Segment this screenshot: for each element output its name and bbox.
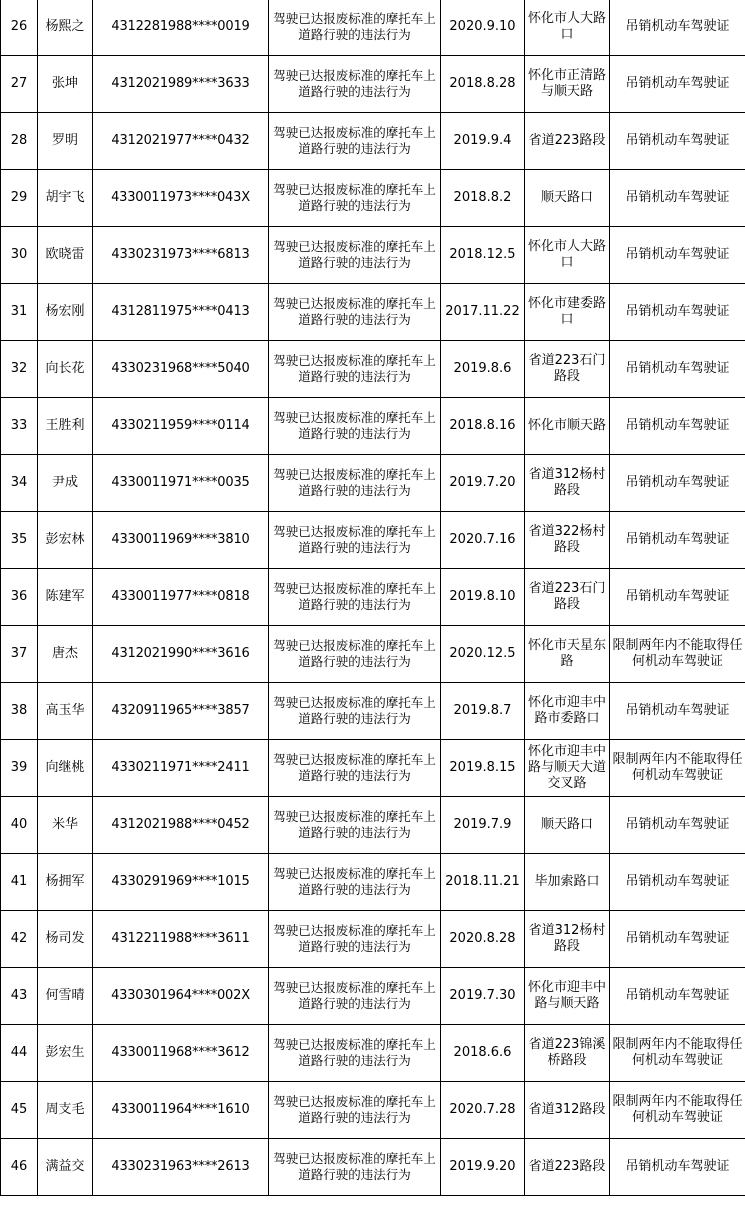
id-number: 4312281988****0019 (93, 0, 269, 56)
violation-date: 2019.9.20 (441, 1139, 525, 1196)
violation-description: 驾驶已达报废标准的摩托车上道路行驶的违法行为 (269, 626, 441, 683)
violation-description: 驾驶已达报废标准的摩托车上道路行驶的违法行为 (269, 0, 441, 56)
id-number: 4330011964****1610 (93, 1082, 269, 1139)
row-number: 42 (1, 911, 38, 968)
row-number: 45 (1, 1082, 38, 1139)
penalty: 吊销机动车驾驶证 (610, 170, 745, 227)
id-number: 4330211971****2411 (93, 740, 269, 797)
table-row (1, 113, 745, 170)
violation-description: 驾驶已达报废标准的摩托车上道路行驶的违法行为 (269, 740, 441, 797)
table-row (1, 911, 745, 968)
table-row (1, 1139, 745, 1196)
violation-location: 怀化市迎丰中路与顺天路 (525, 968, 610, 1025)
id-number: 4330011968****3612 (93, 1025, 269, 1082)
id-number: 4330011969****3810 (93, 512, 269, 569)
penalty: 吊销机动车驾驶证 (610, 284, 745, 341)
id-number: 4330011973****043X (93, 170, 269, 227)
row-number: 38 (1, 683, 38, 740)
person-name: 唐杰 (38, 626, 93, 683)
violation-description: 驾驶已达报废标准的摩托车上道路行驶的违法行为 (269, 284, 441, 341)
penalty: 吊销机动车驾驶证 (610, 911, 745, 968)
violation-description: 驾驶已达报废标准的摩托车上道路行驶的违法行为 (269, 455, 441, 512)
penalty: 吊销机动车驾驶证 (610, 113, 745, 170)
person-name: 满益交 (38, 1139, 93, 1196)
violation-description: 驾驶已达报废标准的摩托车上道路行驶的违法行为 (269, 797, 441, 854)
person-name: 向长花 (38, 341, 93, 398)
violation-location: 顺天路口 (525, 170, 610, 227)
violation-location: 省道223路段 (525, 1139, 610, 1196)
table-row (1, 683, 745, 740)
violation-date: 2019.7.30 (441, 968, 525, 1025)
violation-location: 省道223路段 (525, 113, 610, 170)
violation-location: 怀化市天星东路 (525, 626, 610, 683)
violation-location: 省道312杨村路段 (525, 911, 610, 968)
person-name: 杨司发 (38, 911, 93, 968)
violation-location: 省道223石门路段 (525, 569, 610, 626)
person-name: 罗明 (38, 113, 93, 170)
violation-location: 毕加索路口 (525, 854, 610, 911)
penalty: 吊销机动车驾驶证 (610, 455, 745, 512)
person-name: 欧晓雷 (38, 227, 93, 284)
id-number: 4320911965****3857 (93, 683, 269, 740)
person-name: 杨拥军 (38, 854, 93, 911)
violation-location: 怀化市建委路口 (525, 284, 610, 341)
violation-date: 2017.11.22 (441, 284, 525, 341)
violation-date: 2018.11.21 (441, 854, 525, 911)
violation-location: 省道223石门路段 (525, 341, 610, 398)
row-number: 36 (1, 569, 38, 626)
person-name: 杨熙之 (38, 0, 93, 56)
violation-date: 2019.9.4 (441, 113, 525, 170)
person-name: 彭宏生 (38, 1025, 93, 1082)
id-number: 4330011971****0035 (93, 455, 269, 512)
violation-date: 2019.8.6 (441, 341, 525, 398)
violation-description: 驾驶已达报废标准的摩托车上道路行驶的违法行为 (269, 170, 441, 227)
penalty: 限制两年内不能取得任何机动车驾驶证 (610, 1082, 745, 1139)
violation-date: 2020.8.28 (441, 911, 525, 968)
table-row (1, 284, 745, 341)
penalty: 吊销机动车驾驶证 (610, 968, 745, 1025)
violation-date: 2020.12.5 (441, 626, 525, 683)
row-number: 43 (1, 968, 38, 1025)
violation-date: 2020.9.10 (441, 0, 525, 56)
table-row (1, 341, 745, 398)
violation-description: 驾驶已达报废标准的摩托车上道路行驶的违法行为 (269, 512, 441, 569)
violation-date: 2018.8.16 (441, 398, 525, 455)
violation-date: 2020.7.16 (441, 512, 525, 569)
violation-location: 怀化市正清路与顺天路 (525, 56, 610, 113)
person-name: 胡宇飞 (38, 170, 93, 227)
table-row (1, 626, 745, 683)
violation-date: 2019.7.9 (441, 797, 525, 854)
penalty: 吊销机动车驾驶证 (610, 227, 745, 284)
violation-location: 省道223锦溪桥路段 (525, 1025, 610, 1082)
id-number: 4330211959****0114 (93, 398, 269, 455)
table-row (1, 854, 745, 911)
row-number: 41 (1, 854, 38, 911)
id-number: 4312021989****3633 (93, 56, 269, 113)
table-row (1, 1082, 745, 1139)
table-row (1, 227, 745, 284)
violation-location: 顺天路口 (525, 797, 610, 854)
row-number: 39 (1, 740, 38, 797)
row-number: 35 (1, 512, 38, 569)
id-number: 4312021977****0432 (93, 113, 269, 170)
row-number: 32 (1, 341, 38, 398)
penalty: 吊销机动车驾驶证 (610, 797, 745, 854)
penalty: 吊销机动车驾驶证 (610, 569, 745, 626)
id-number: 4330231968****5040 (93, 341, 269, 398)
violation-location: 省道322杨村路段 (525, 512, 610, 569)
id-number: 4330231963****2613 (93, 1139, 269, 1196)
violation-description: 驾驶已达报废标准的摩托车上道路行驶的违法行为 (269, 398, 441, 455)
row-number: 29 (1, 170, 38, 227)
person-name: 王胜利 (38, 398, 93, 455)
violation-location: 怀化市人大路口 (525, 227, 610, 284)
penalty: 吊销机动车驾驶证 (610, 854, 745, 911)
table-row (1, 797, 745, 854)
table-row (1, 968, 745, 1025)
penalty: 限制两年内不能取得任何机动车驾驶证 (610, 626, 745, 683)
violation-description: 驾驶已达报废标准的摩托车上道路行驶的违法行为 (269, 911, 441, 968)
violation-description: 驾驶已达报废标准的摩托车上道路行驶的违法行为 (269, 341, 441, 398)
violation-description: 驾驶已达报废标准的摩托车上道路行驶的违法行为 (269, 227, 441, 284)
table-row (1, 740, 745, 797)
table-row (1, 1025, 745, 1082)
person-name: 尹成 (38, 455, 93, 512)
person-name: 周支毛 (38, 1082, 93, 1139)
penalty: 吊销机动车驾驶证 (610, 683, 745, 740)
id-number: 4330291969****1015 (93, 854, 269, 911)
table-body (1, 0, 745, 1196)
penalty: 吊销机动车驾驶证 (610, 398, 745, 455)
penalty: 吊销机动车驾驶证 (610, 512, 745, 569)
violation-date: 2019.8.15 (441, 740, 525, 797)
table-row (1, 56, 745, 113)
person-name: 高玉华 (38, 683, 93, 740)
person-name: 彭宏林 (38, 512, 93, 569)
violation-description: 驾驶已达报废标准的摩托车上道路行驶的违法行为 (269, 854, 441, 911)
violation-date: 2018.8.2 (441, 170, 525, 227)
row-number: 40 (1, 797, 38, 854)
violation-description: 驾驶已达报废标准的摩托车上道路行驶的违法行为 (269, 968, 441, 1025)
violation-description: 驾驶已达报废标准的摩托车上道路行驶的违法行为 (269, 569, 441, 626)
id-number: 4312211988****3611 (93, 911, 269, 968)
penalty: 限制两年内不能取得任何机动车驾驶证 (610, 1025, 745, 1082)
id-number: 4330011977****0818 (93, 569, 269, 626)
violation-description: 驾驶已达报废标准的摩托车上道路行驶的违法行为 (269, 1025, 441, 1082)
row-number: 28 (1, 113, 38, 170)
person-name: 向继桃 (38, 740, 93, 797)
penalty: 吊销机动车驾驶证 (610, 56, 745, 113)
table-row (1, 455, 745, 512)
row-number: 26 (1, 0, 38, 56)
violation-location: 省道312杨村路段 (525, 455, 610, 512)
row-number: 34 (1, 455, 38, 512)
violation-date: 2018.12.5 (441, 227, 525, 284)
person-name: 陈建军 (38, 569, 93, 626)
violation-location: 怀化市迎丰中路与顺天大道交叉路 (525, 740, 610, 797)
id-number: 4312811975****0413 (93, 284, 269, 341)
violation-date: 2018.8.28 (441, 56, 525, 113)
penalty: 吊销机动车驾驶证 (610, 1139, 745, 1196)
person-name: 杨宏刚 (38, 284, 93, 341)
id-number: 4312021988****0452 (93, 797, 269, 854)
row-number: 33 (1, 398, 38, 455)
violation-description: 驾驶已达报废标准的摩托车上道路行驶的违法行为 (269, 1082, 441, 1139)
violation-date: 2018.6.6 (441, 1025, 525, 1082)
violation-location: 怀化市人大路口 (525, 0, 610, 56)
penalty: 限制两年内不能取得任何机动车驾驶证 (610, 740, 745, 797)
row-number: 31 (1, 284, 38, 341)
penalty: 吊销机动车驾驶证 (610, 341, 745, 398)
table-row (1, 398, 745, 455)
row-number: 30 (1, 227, 38, 284)
violation-location: 怀化市顺天路 (525, 398, 610, 455)
violation-description: 驾驶已达报废标准的摩托车上道路行驶的违法行为 (269, 113, 441, 170)
id-number: 4312021990****3616 (93, 626, 269, 683)
person-name: 张坤 (38, 56, 93, 113)
id-number: 4330231973****6813 (93, 227, 269, 284)
violation-date: 2019.7.20 (441, 455, 525, 512)
row-number: 37 (1, 626, 38, 683)
row-number: 46 (1, 1139, 38, 1196)
violation-description: 驾驶已达报废标准的摩托车上道路行驶的违法行为 (269, 683, 441, 740)
violation-location: 怀化市迎丰中路市委路口 (525, 683, 610, 740)
violation-description: 驾驶已达报废标准的摩托车上道路行驶的违法行为 (269, 56, 441, 113)
penalty: 吊销机动车驾驶证 (610, 0, 745, 56)
row-number: 44 (1, 1025, 38, 1082)
violation-description: 驾驶已达报废标准的摩托车上道路行驶的违法行为 (269, 1139, 441, 1196)
violation-location: 省道312路段 (525, 1082, 610, 1139)
violation-date: 2020.7.28 (441, 1082, 525, 1139)
violation-date: 2019.8.10 (441, 569, 525, 626)
id-number: 4330301964****002X (93, 968, 269, 1025)
table-row (1, 512, 745, 569)
person-name: 米华 (38, 797, 93, 854)
row-number: 27 (1, 56, 38, 113)
table-row (1, 569, 745, 626)
table-row (1, 170, 745, 227)
violation-date: 2019.8.7 (441, 683, 525, 740)
table-row (1, 0, 745, 56)
person-name: 何雪晴 (38, 968, 93, 1025)
